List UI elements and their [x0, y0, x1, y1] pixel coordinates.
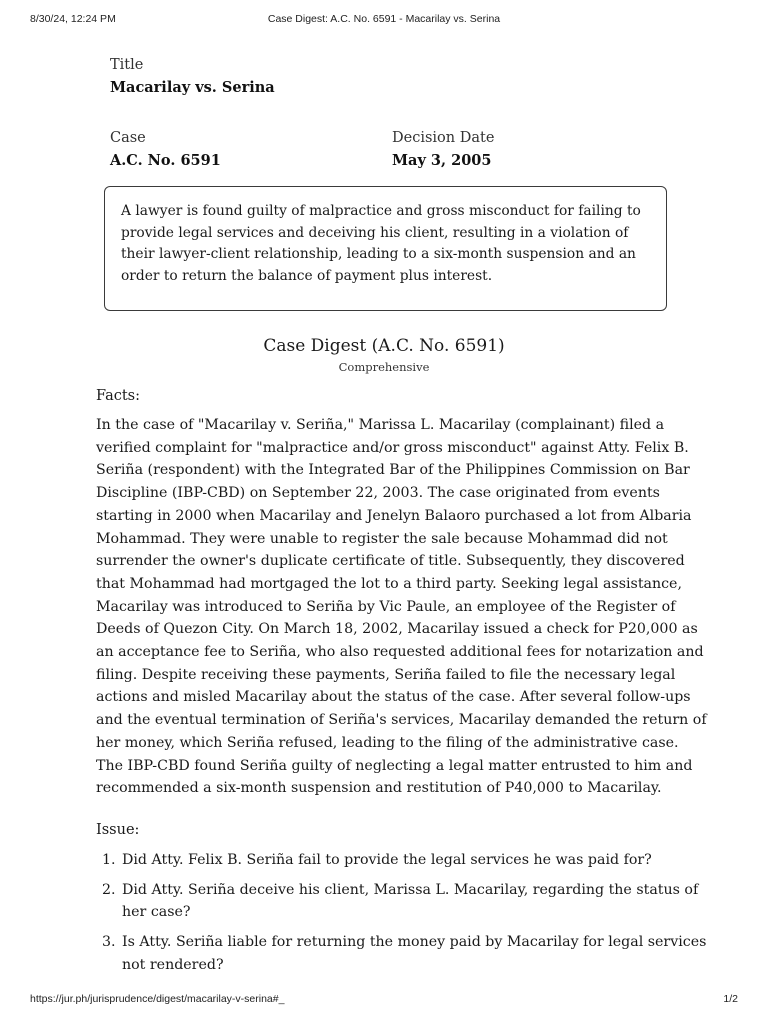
print-datetime: 8/30/24, 12:24 PM	[30, 13, 116, 25]
title-value: Macarilay vs. Serina	[110, 79, 275, 96]
issue-number: 1.	[102, 852, 116, 868]
print-header	[30, 13, 738, 27]
issue-text: Did Atty. Seriña deceive his client, Marissa L. Macarilay, regarding the status of her case?	[122, 881, 699, 921]
print-footer	[30, 993, 738, 1007]
title-label: Title	[110, 57, 144, 73]
issue-item	[96, 879, 708, 924]
issue-item	[96, 931, 708, 976]
issue-number: 2.	[102, 881, 116, 898]
case-number: A.C. No. 6591	[110, 152, 221, 169]
digest-subtitle: Comprehensive	[338, 360, 430, 374]
issue-text: Did Atty. Felix B. Seriña fail to provide the legal services he was paid for?	[122, 852, 652, 868]
case-label: Case	[110, 130, 146, 146]
issue-list	[96, 849, 708, 984]
issue-number: 3.	[102, 934, 116, 951]
issue-text: Is Atty. Seriña liable for returning the money paid by Macarilay for legal services not rendered?	[122, 934, 707, 973]
page-indicator: 1/2	[723, 993, 738, 1005]
facts-heading: Facts:	[96, 388, 140, 404]
print-page-title: Case Digest: A.C. No. 6591 - Macarilay vs. Serina	[267, 13, 501, 25]
decision-date-value: May 3, 2005	[392, 152, 492, 169]
decision-date-label: Decision Date	[392, 130, 495, 146]
summary-box: A lawyer is found guilty of malpractice and gross misconduct for failing to provide legal services and deceiving his client, resulting in a violation of their lawyer-client relationship, leading to a six-month suspension and an order to return the balance of payment plus interest.	[104, 186, 667, 311]
issue-heading: Issue:	[96, 822, 140, 838]
issue-item	[96, 849, 708, 872]
digest-title: Case Digest (A.C. No. 6591)	[263, 336, 505, 356]
facts-body: In the case of "Macarilay v. Seriña," Marissa L. Macarilay (complainant) filed a verified complaint for "malpractice and/or gross misconduct" against Atty. Felix B. Seriña (respondent) with the Integrated Bar of the Philippines Commission on Bar Discipline (IBP-CBD) on September 22, 2003. The case originated from events starting in 2000 when Macarilay and Jenelyn Balaoro purchased a lot from Albaria Mohammad. They were unable to register the sale because Mohammad did not surrender the owner's duplicate certificate of title. Subsequently, they discovered that Mohammad had mortgaged the lot to a third party. Seeking legal assistance, Macarilay was introduced to Seriña by Vic Paule, an employee of the Register of Deeds of Quezon City. On March 18, 2002, Macarilay issued a check for P20,000 as an acceptance fee to Seriña, who also requested additional fees for notarization and filing. Despite receiving these payments, Seriña failed to file the necessary legal actions and misled Macarilay about the status of the case. After several follow-ups and the eventual termination of Seriña's services, Macarilay demanded the return of her money, which Seriña refused, leading to the filing of the administrative case. The IBP-CBD found Seriña guilty of neglecting a legal matter entrusted to him and recommended a six-month suspension and restitution of P40,000 to Macarilay.	[96, 417, 707, 797]
print-url: https://jur.ph/jurisprudence/digest/macarilay-v-serina#_	[30, 993, 285, 1005]
